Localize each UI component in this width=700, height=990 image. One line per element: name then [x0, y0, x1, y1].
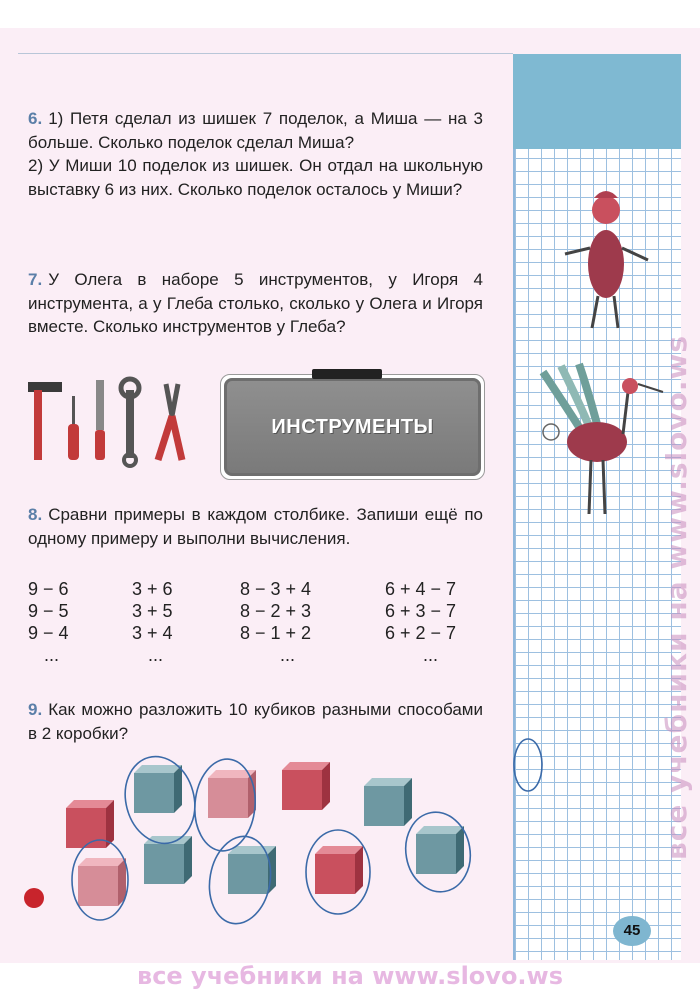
calc-example: 9 − 5: [28, 601, 69, 621]
task-8-text: Сравни примеры в каждом столбике. Запиши ещё по одному примеру и выполни вычисления.: [28, 505, 483, 548]
cube: [282, 762, 330, 810]
red-dot-marker: [24, 888, 44, 908]
watermark-vertical: все учебники на www.slovo.ws: [660, 335, 693, 860]
cube: [416, 826, 464, 874]
task-number: 9.: [28, 700, 43, 719]
calc-example: 9 − 4: [28, 623, 69, 643]
task-9-text: Как можно разложить 10 кубиков разными способами в 2 коробки?: [28, 700, 483, 743]
calc-ellipsis: ...: [44, 645, 60, 665]
board-title: ИНСТРУМЕНТЫ: [271, 415, 434, 438]
cube: [208, 770, 256, 818]
calc-ellipsis: ...: [423, 645, 439, 665]
cone-figure-icon: [560, 176, 650, 336]
calc-example: 8 − 1 + 2: [240, 623, 312, 643]
cube: [78, 858, 126, 906]
task-number: 7.: [28, 270, 43, 289]
cube: [315, 846, 363, 894]
cube: [364, 778, 412, 826]
task-number: 8.: [28, 505, 43, 524]
calc-example: 6 + 3 − 7: [385, 601, 457, 621]
calc-example: 6 + 4 − 7: [385, 579, 457, 599]
calc-example: 3 + 4: [132, 623, 173, 643]
calc-example: 9 − 6: [28, 579, 69, 599]
calc-example: 8 − 2 + 3: [240, 601, 312, 621]
task-number: 6.: [28, 109, 43, 128]
calc-ellipsis: ...: [148, 645, 164, 665]
calc-ellipsis: ...: [280, 645, 296, 665]
task-7-text: У Олега в наборе 5 инструментов, у Игоря 4 инструмента, а у Глеба столько, сколько у Олега и Игоря вместе. Сколько инструментов у Глеба?: [28, 270, 483, 336]
task-6-part-2: 2) У Миши 10 поделок из шишек. Он отдал на школьную выставку 6 из них. Сколько поделок осталось у Миши?: [28, 156, 483, 199]
calc-example: 3 + 5: [132, 601, 173, 621]
task-6-part-1: 1) Петя сделал из шишек 7 поделок, а Миша — на 3 больше. Сколько поделок сделал Миша?: [28, 109, 483, 152]
calc-example: 3 + 6: [132, 579, 173, 599]
pencil-loop: [514, 739, 542, 791]
watermark-bottom: все учебники на www.slovo.ws: [137, 962, 563, 990]
calc-example: 6 + 2 − 7: [385, 623, 457, 643]
calc-example: 8 − 3 + 4: [240, 579, 312, 599]
cone-bird-icon: [533, 362, 673, 527]
cube: [134, 765, 182, 813]
page-number: 45: [613, 916, 651, 946]
